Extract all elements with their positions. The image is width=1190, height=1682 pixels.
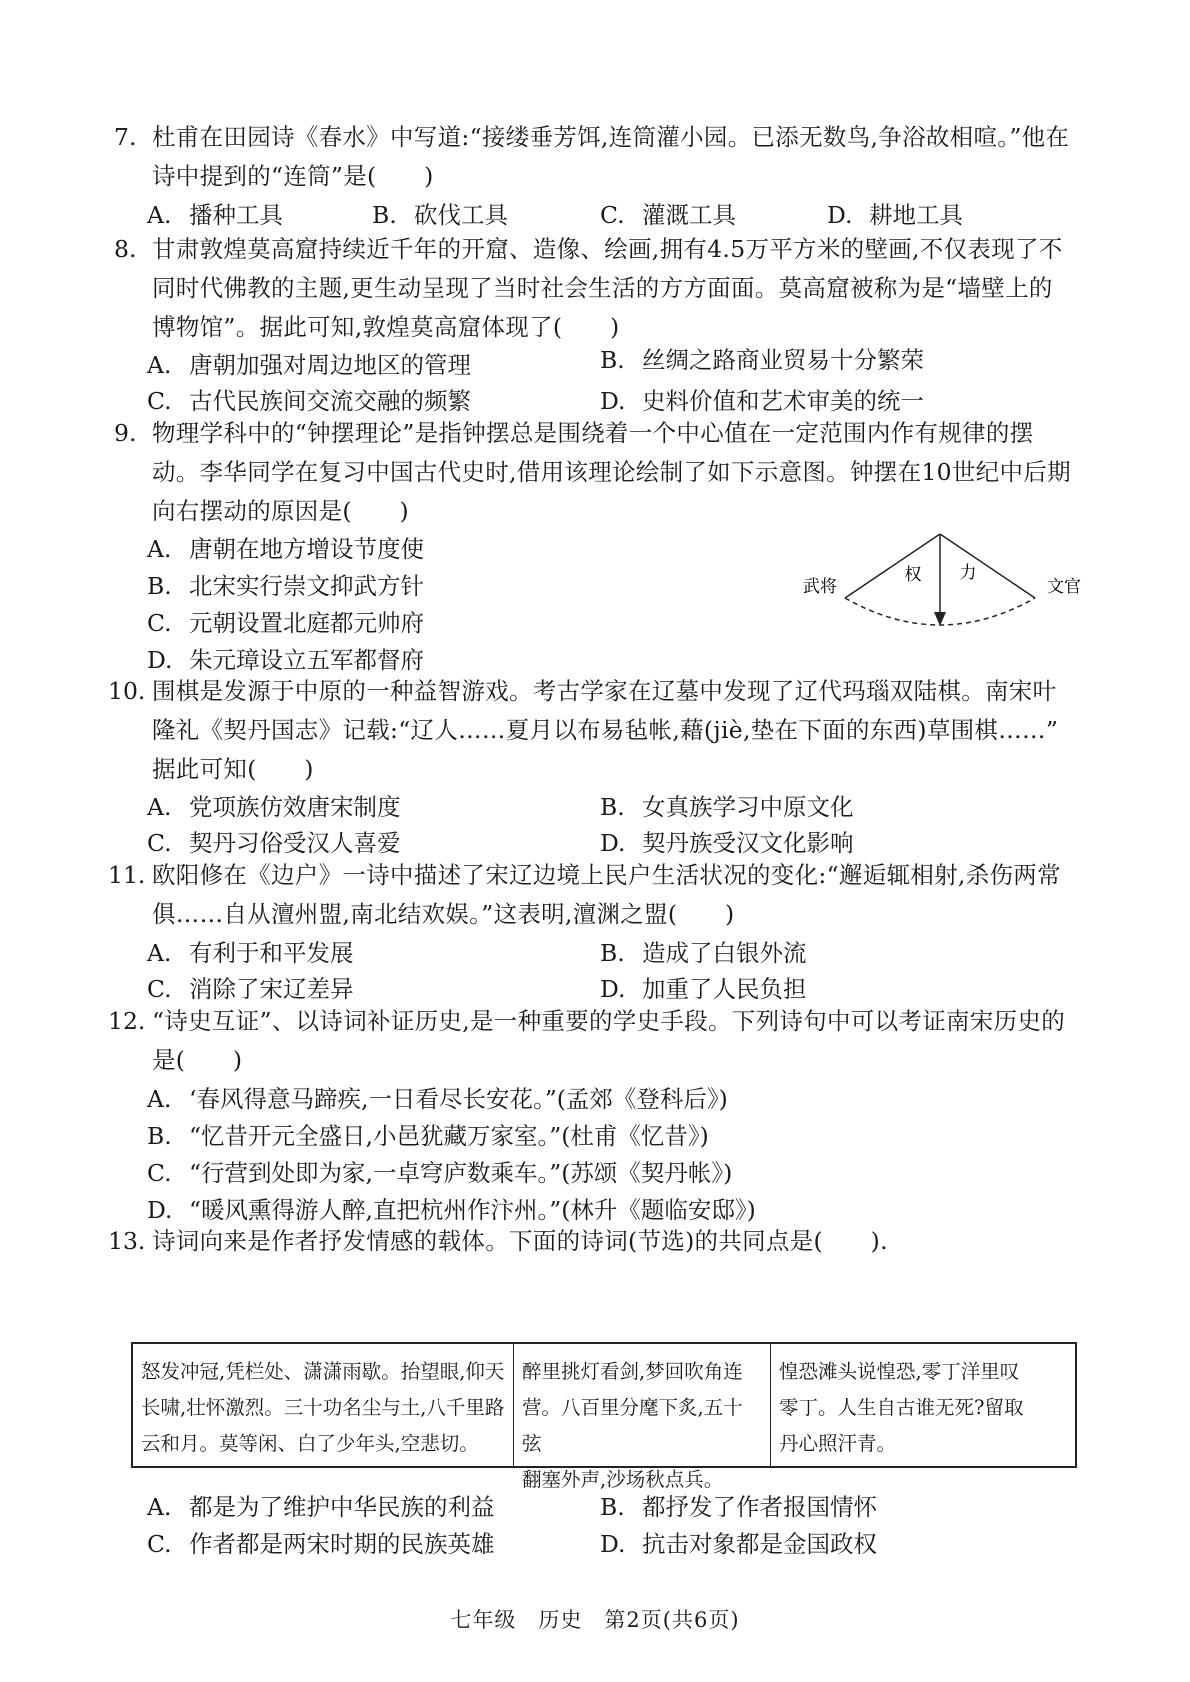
poem-cell-2: 醉里挑灯看剑,梦回吹角连 营。八百里分麾下炙,五十弦 翻塞外声,沙场秋点兵。 <box>514 1344 771 1466</box>
option-c[interactable]: C. 作者都是两宋时期的民族英雄 <box>147 1530 495 1558</box>
label-left: 武将 <box>803 577 837 597</box>
question-11 <box>108 856 1074 934</box>
option-b[interactable]: B. 北宋实行崇文抑武方针 <box>147 572 424 600</box>
label-li: 力 <box>959 563 977 583</box>
option-d[interactable]: D. 朱元璋设立五军都督府 <box>147 646 424 674</box>
question-number: 7. <box>114 123 137 151</box>
option-a[interactable]: A. 党项族仿效唐宋制度 <box>147 793 401 821</box>
option-c[interactable]: C. 灌溉工具 <box>600 201 736 229</box>
option-b[interactable]: B. 都抒发了作者报国情怀 <box>600 1493 877 1521</box>
question-8 <box>114 230 1074 347</box>
pendulum-diagram <box>800 532 1100 682</box>
question-number: 12. <box>108 1007 146 1035</box>
question-7 <box>114 118 1074 196</box>
option-a[interactable]: A. 唐朝在地方增设节度使 <box>147 535 424 563</box>
question-13 <box>108 1222 1074 1261</box>
label-right: 文官 <box>1047 577 1081 597</box>
option-d[interactable]: D. 史料价值和艺术审美的统一 <box>600 387 924 415</box>
option-c[interactable]: C. 契丹习俗受汉人喜爱 <box>147 829 401 857</box>
question-stem: 甘肃敦煌莫高窟持续近千年的开窟、造像、绘画,拥有4.5万平方米的壁画,不仅表现了不 同时代佛教的主题,更生动呈现了当时社会生活的方方面面。莫高窟被称为是“墙壁上的 博物馆”。据此可知,敦煌莫高窟体现了( ) <box>152 235 1063 341</box>
question-12 <box>108 1002 1074 1080</box>
question-stem: 杜甫在田园诗《春水》中写道:“接缕垂芳饵,连筒灌小园。已添无数鸟,争浴故相喧。”他在 诗中提到的“连筒”是( ) <box>152 123 1070 190</box>
question-number: 10. <box>108 677 146 705</box>
option-d[interactable]: D. “暖风熏得游人醉,直把杭州作汴州。”(林升《题临安邸》) <box>147 1196 756 1224</box>
option-a[interactable]: A. 都是为了维护中华民族的利益 <box>147 1493 495 1521</box>
option-a[interactable]: A. 唐朝加强对周边地区的管理 <box>147 351 471 379</box>
option-b[interactable]: B. 女真族学习中原文化 <box>600 793 854 821</box>
option-b[interactable]: B. 造成了白银外流 <box>600 939 807 967</box>
question-stem: 欧阳修在《边户》一诗中描述了宋辽边境上民户生活状况的变化:“邂逅辄相射,杀伤两常 俱……自从澶州盟,南北结欢娱。”这表明,澶渊之盟( ) <box>152 861 1061 928</box>
option-c[interactable]: C. 古代民族间交流交融的频繁 <box>147 387 471 415</box>
page-footer: 七年级 历史 第2页(共6页) <box>450 1608 740 1632</box>
option-d[interactable]: D. 加重了人民负担 <box>600 975 807 1003</box>
question-stem: 围棋是发源于中原的一种益智游戏。考古学家在辽墓中发现了辽代玛瑙双陆棋。南宋叶 隆礼《契丹国志》记载:“辽人……夏月以布易毡帐,藉(jiè,垫在下面的东西)草围棋……” 据此可知( ) <box>152 677 1059 783</box>
question-number: 13. <box>108 1227 146 1255</box>
option-a[interactable]: A. 播种工具 <box>147 201 283 229</box>
option-c[interactable]: C. 元朝设置北庭都元帅府 <box>147 609 424 637</box>
question-9 <box>114 414 1074 531</box>
option-b[interactable]: B. 丝绸之路商业贸易十分繁荣 <box>600 346 924 374</box>
question-stem: 物理学科中的“钟摆理论”是指钟摆总是围绕着一个中心值在一定范围内作有规律的摆 动。李华同学在复习中国古代史时,借用该理论绘制了如下示意图。钟摆在10世纪中后期 向右摆动的原因是( ) <box>152 419 1071 525</box>
pendulum-arrow-icon <box>934 612 946 626</box>
poem-cell-3: 惶恐滩头说惶恐,零丁洋里叹 零丁。人生自古谁无死?留取 丹心照汗青。 <box>779 1360 1024 1455</box>
option-b[interactable]: B. “忆昔开元全盛日,小邑犹藏万家室。”(杜甫《忆昔》) <box>147 1122 709 1150</box>
question-number: 11. <box>108 861 146 889</box>
pendulum-right-string <box>940 534 1035 598</box>
option-d[interactable]: D. 契丹族受汉文化影响 <box>600 829 854 857</box>
question-stem: “诗史互证”、以诗词补证历史,是一种重要的学史手段。下列诗句中可以考证南宋历史的 是( ) <box>152 1007 1065 1074</box>
option-c[interactable]: C. 消除了宋辽差异 <box>147 975 354 1003</box>
option-c[interactable]: C. “行营到处即为家,一卓穹庐数乘车。”(苏颂《契丹帐》) <box>147 1159 733 1187</box>
question-stem: 诗词向来是作者抒发情感的载体。下面的诗词(节选)的共同点是( ). <box>152 1227 888 1255</box>
option-a[interactable]: A. ‘春风得意马蹄疾,一日看尽长安花。”(孟郊《登科后》) <box>147 1085 728 1113</box>
poem-table <box>131 1342 1077 1491</box>
question-number: 9. <box>114 419 137 447</box>
option-d[interactable]: D. 抗击对象都是金国政权 <box>600 1530 877 1558</box>
option-d[interactable]: D. 耕地工具 <box>827 201 963 229</box>
pendulum-left-string <box>845 534 940 598</box>
question-10 <box>108 672 1074 789</box>
option-a[interactable]: A. 有利于和平发展 <box>147 939 354 967</box>
option-b[interactable]: B. 砍伐工具 <box>372 201 508 229</box>
label-quan: 权 <box>904 565 922 585</box>
poem-cell-1: 怒发冲冠,凭栏处、潇潇雨歇。抬望眼,仰天 长啸,壮怀激烈。三十功名尘与土,八千里路 云和月。莫等闲、白了少年头,空悲切。 <box>133 1344 514 1466</box>
question-number: 8. <box>114 235 137 263</box>
